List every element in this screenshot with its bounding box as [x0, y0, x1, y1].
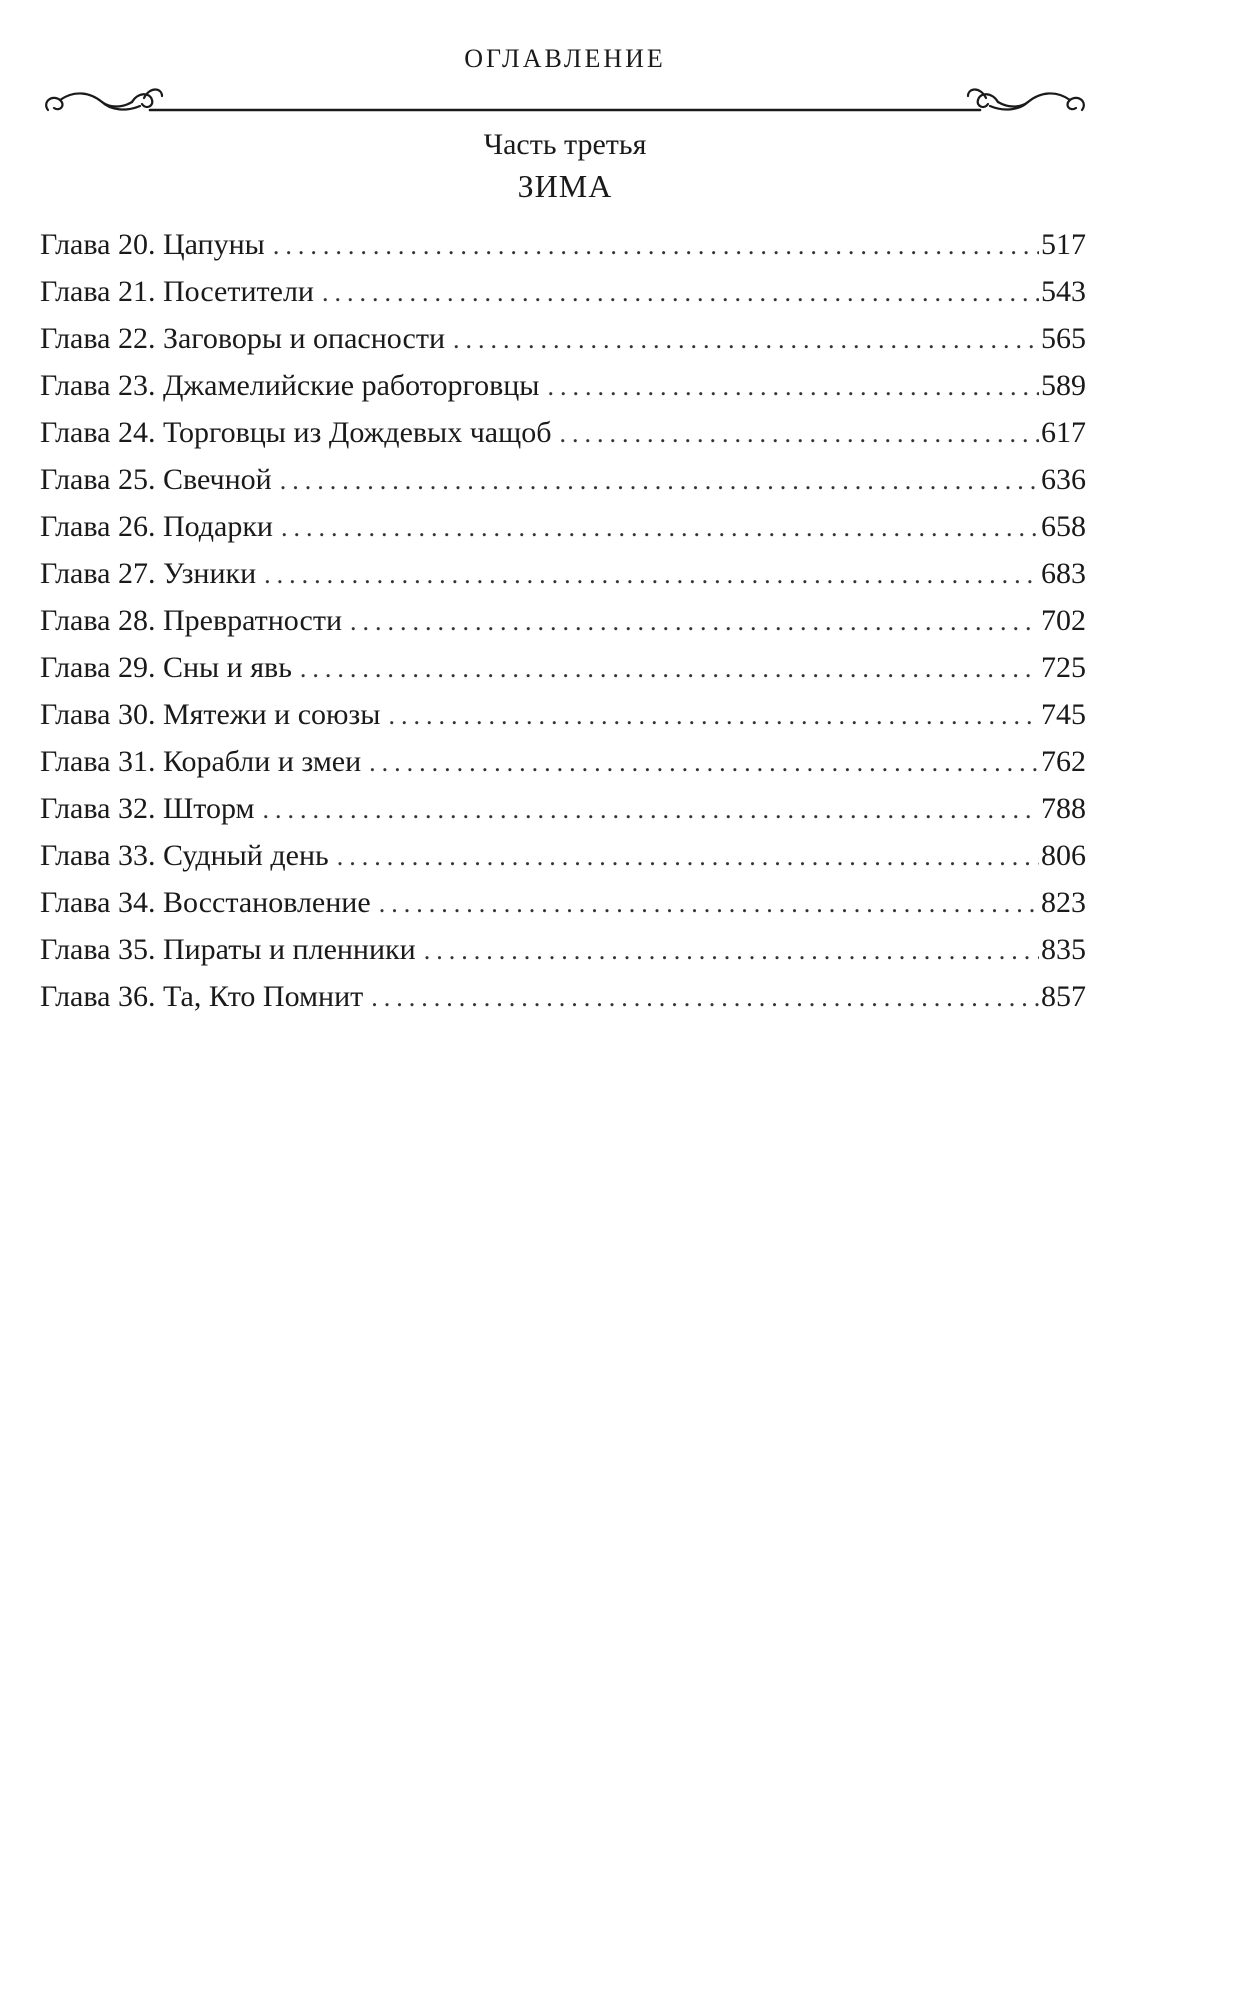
- toc-leader-dots: [424, 927, 1039, 974]
- toc-chapter-title: Глава 21. Посетители: [40, 275, 314, 308]
- toc-entry[interactable]: [40, 456, 1086, 503]
- toc-page-number: 617: [1041, 416, 1086, 449]
- toc-entry[interactable]: [40, 409, 1086, 456]
- toc-leader-dots: [322, 269, 1039, 316]
- toc-entry[interactable]: [40, 926, 1086, 973]
- toc-chapter-title: Глава 35. Пираты и пленники: [40, 933, 416, 966]
- toc-page-number: 517: [1041, 228, 1086, 261]
- toc-chapter-title: Глава 24. Торговцы из Дождевых чащоб: [40, 416, 552, 449]
- toc-entry[interactable]: [40, 738, 1086, 785]
- toc-leader-dots: [453, 316, 1039, 363]
- toc-leader-dots: [280, 457, 1039, 504]
- toc-leader-dots: [369, 739, 1039, 786]
- toc-entry[interactable]: [40, 691, 1086, 738]
- toc-chapter-title: Глава 27. Узники: [40, 557, 257, 590]
- toc-leader-dots: [337, 833, 1039, 880]
- part-title: ЗИМА: [517, 168, 613, 204]
- flourish-ornament-icon: [40, 80, 1090, 120]
- toc-leader-dots: [371, 974, 1039, 1021]
- toc-chapter-title: Глава 22. Заговоры и опасности: [40, 322, 445, 355]
- toc-chapter-title: Глава 29. Сны и явь: [40, 651, 292, 684]
- toc-chapter-title: Глава 20. Цапуны: [40, 228, 265, 261]
- toc-page-number: 857: [1041, 980, 1086, 1013]
- toc-entry[interactable]: [40, 268, 1086, 315]
- toc-chapter-title: Глава 25. Свечной: [40, 463, 272, 496]
- toc-entry[interactable]: [40, 315, 1086, 362]
- toc-page-number: 762: [1041, 745, 1086, 778]
- toc-leader-dots: [388, 692, 1039, 739]
- toc-page-number: 683: [1041, 557, 1086, 590]
- toc-entry[interactable]: [40, 597, 1086, 644]
- toc-page-number: 589: [1041, 369, 1086, 402]
- toc-entry[interactable]: [40, 879, 1086, 926]
- toc-chapter-title: Глава 31. Корабли и змеи: [40, 745, 362, 778]
- running-head-title: ОГЛАВЛЕНИЕ: [464, 44, 666, 73]
- toc-page-number: 565: [1041, 322, 1086, 355]
- toc-chapter-title: Глава 32. Шторм: [40, 792, 255, 825]
- toc-entry[interactable]: [40, 221, 1086, 268]
- toc-chapter-title: Глава 30. Мятежи и союзы: [40, 698, 381, 731]
- toc-entry[interactable]: [40, 503, 1086, 550]
- toc-leader-dots: [273, 222, 1039, 269]
- toc-leader-dots: [559, 410, 1039, 457]
- toc-chapter-title: Глава 26. Подарки: [40, 510, 273, 543]
- toc-page-number: 806: [1041, 839, 1086, 872]
- toc-entry[interactable]: [40, 362, 1086, 409]
- toc-page-number: 823: [1041, 886, 1086, 919]
- toc-chapter-title: Глава 28. Превратности: [40, 604, 343, 637]
- toc-page-number: 725: [1041, 651, 1086, 684]
- toc-chapter-title: Глава 36. Та, Кто Помнит: [40, 980, 364, 1013]
- toc-entry[interactable]: [40, 973, 1086, 1020]
- toc-entry[interactable]: [40, 644, 1086, 691]
- toc-leader-dots: [262, 786, 1039, 833]
- toc-entry[interactable]: [40, 550, 1086, 597]
- toc-page-number: 702: [1041, 604, 1086, 637]
- running-head: [40, 40, 1090, 110]
- part-label: Часть третья: [483, 128, 647, 161]
- toc-chapter-title: Глава 23. Джамелийские работорговцы: [40, 369, 540, 402]
- toc-leader-dots: [300, 645, 1039, 692]
- toc-entry[interactable]: [40, 832, 1086, 879]
- table-of-contents: [40, 221, 1086, 1020]
- toc-entry[interactable]: [40, 785, 1086, 832]
- toc-leader-dots: [281, 504, 1039, 551]
- toc-leader-dots: [379, 880, 1039, 927]
- toc-page-number: 543: [1041, 275, 1086, 308]
- toc-leader-dots: [350, 598, 1039, 645]
- toc-leader-dots: [264, 551, 1039, 598]
- toc-leader-dots: [547, 363, 1039, 410]
- toc-page-number: 658: [1041, 510, 1086, 543]
- toc-chapter-title: Глава 33. Судный день: [40, 839, 329, 872]
- toc-page-number: 745: [1041, 698, 1086, 731]
- toc-chapter-title: Глава 34. Восстановление: [40, 886, 371, 919]
- toc-page-number: 835: [1041, 933, 1086, 966]
- toc-page-number: 636: [1041, 463, 1086, 496]
- toc-page-number: 788: [1041, 792, 1086, 825]
